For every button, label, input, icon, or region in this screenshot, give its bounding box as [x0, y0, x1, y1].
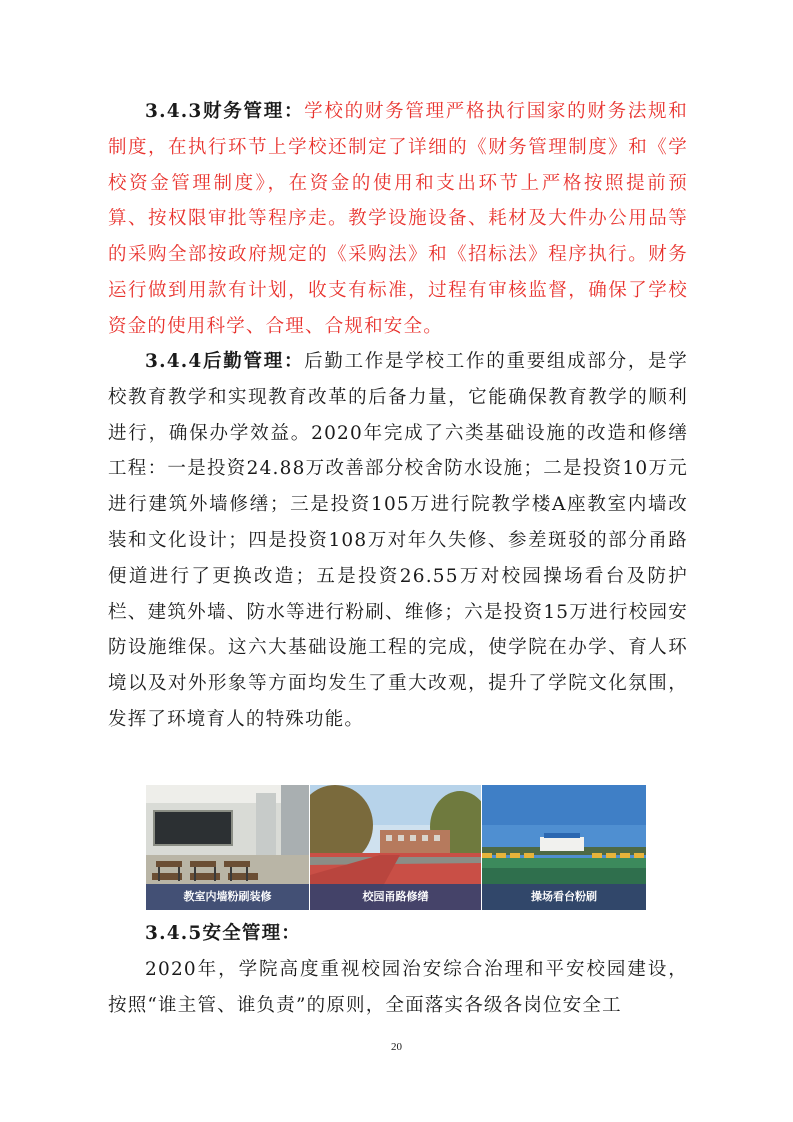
- classroom-photo-caption: 教室内墙粉刷装修: [146, 884, 309, 910]
- section-345-paragraph: [108, 952, 688, 1024]
- photo-strip: [146, 785, 646, 910]
- page-number: 20: [391, 1041, 402, 1053]
- section-345-heading: 3.4.5安全管理：: [145, 923, 301, 944]
- section-343-heading: 3.4.3财务管理：: [145, 101, 305, 122]
- campus-road-photo-caption: 校园甬路修缮: [310, 884, 481, 910]
- stadium-photo: [482, 785, 646, 910]
- classroom-photo: [146, 785, 309, 910]
- section-344-heading: 3.4.4后勤管理：: [145, 351, 305, 372]
- section-343-text: 学校的财务管理严格执行国家的财务法规和制度，在执行环节上学校还制定了详细的《财务管理制度》和《学校资金管理制度》，在资金的使用和支出环节上严格按照提前预算、按权限审批等程序走。教学设施设备、耗材及大件办公用品等的采购全部按政府规定的《采购法》和《招标法》程序执行。财务运行做到用款有计划，收支有标准，过程有审核监督，确保了学校资金的使用科学、合理、合规和安全。: [108, 101, 688, 337]
- section-345-text: 2020年，学院高度重视校园治安综合治理和平安校园建设，按照“谁主管、谁负责”的原则，全面落实各级各岗位安全工: [108, 959, 688, 1016]
- campus-road-photo: [310, 785, 481, 910]
- section-343-paragraph: [108, 94, 688, 345]
- stadium-photo-caption: 操场看台粉刷: [482, 884, 646, 910]
- section-344-paragraph: [108, 344, 688, 738]
- section-345-heading-line: [108, 916, 688, 952]
- section-344-text: 后勤工作是学校工作的重要组成部分，是学校教育教学和实现教育改革的后备力量，它能确保教育教学的顺利进行，确保办学效益。2020年完成了六类基础设施的改造和修缮工程：一是投资24.88万改善部分校舍防水设施；二是投资10万元进行建筑外墙修缮；三是投资105万进行院教学楼A座教室内墙改装和文化设计；四是投资108万对年久失修、参差斑驳的部分甬路便道进行了更换改造；五是投资26.55万对校园操场看台及防护栏、建筑外墙、防水等进行粉刷、维修；六是投资15万进行校园安防设施维保。这六大基础设施工程的完成，使学院在办学、育人环境以及对外形象等方面均发生了重大改观，提升了学院文化氛围，发挥了环境育人的特殊功能。: [108, 351, 688, 730]
